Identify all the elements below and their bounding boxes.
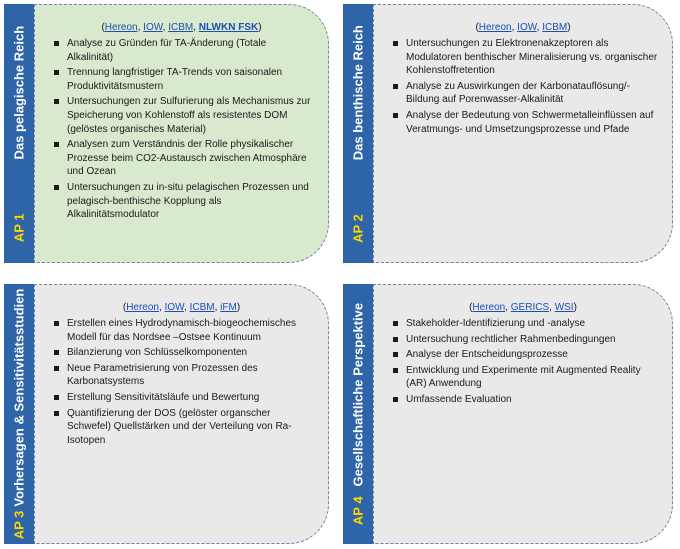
- partner-link[interactable]: Hereon: [104, 22, 138, 33]
- list-item: Untersuchungen zu Elektronenakzeptoren als Modulatoren benthischer Mineralisierung vs. organischer Kohlenstoffretention: [392, 37, 658, 78]
- list-item: Analyse zu Gründen für TA-Änderung (Totale Alkalinität): [53, 37, 314, 64]
- ap2-tab: [343, 4, 373, 263]
- list-item: Analyse der Entscheidungsprozesse: [392, 348, 658, 362]
- partner-link[interactable]: WSI: [554, 302, 574, 313]
- ap2-list: [374, 37, 672, 136]
- ap4-list: [374, 317, 672, 407]
- ap1-number: AP 1: [11, 213, 27, 242]
- list-item: Untersuchungen zur Sulfurierung als Mechanismus zur Speicherung von Kohlenstoff als resistentes DOM (gelöstes organisches Material): [53, 95, 314, 136]
- panel-ap4: [343, 284, 673, 544]
- partner-link[interactable]: ICBM: [189, 302, 215, 313]
- ap4-partners: (Hereon, GERICS, WSI): [469, 302, 577, 313]
- list-item: Erstellung Sensitivitätsläufe und Bewertung: [53, 391, 314, 405]
- ap3-title: Vorhersagen & Sensitivitätsstudien: [11, 288, 27, 507]
- partner-link[interactable]: iFM: [220, 302, 237, 313]
- list-item: Untersuchungen zu in-situ pelagischen Prozessen und pelagisch-benthische Kopplung als Alkalinitätsmodulator: [53, 181, 314, 222]
- partner-link[interactable]: IOW: [517, 22, 537, 33]
- list-item: Stakeholder-Identifizierung und -analyse: [392, 317, 658, 331]
- ap4-number: AP 4: [350, 496, 366, 526]
- ap3-box: [34, 284, 329, 544]
- ap4-tab: [343, 284, 373, 544]
- ap3-tab: [4, 284, 34, 544]
- list-item: Neue Parametrisierung von Prozessen des Karbonatsystems: [53, 362, 314, 389]
- partner-link[interactable]: GERICS: [510, 302, 550, 313]
- ap3-list: [35, 317, 328, 447]
- partner-link[interactable]: IOW: [164, 302, 185, 313]
- ap2-partners: (Hereon, IOW, ICBM): [475, 22, 571, 33]
- list-item: Trennung langfristiger TA-Trends von saisonalen Produktivitätsmustern: [53, 66, 314, 93]
- list-item: Entwicklung und Experimente mit Augmented Reality (AR) Anwendung: [392, 364, 658, 391]
- ap3-number: AP 3: [11, 510, 27, 540]
- list-item: Bilanzierung von Schlüsselkomponenten: [53, 346, 314, 360]
- partner-link[interactable]: ICBM: [168, 22, 194, 33]
- list-item: Analysen zum Verständnis der Rolle physikalischer Prozesse beim CO2-Austausch zwischen Atmosphäre und Ozean: [53, 138, 314, 179]
- list-item: Umfassende Evaluation: [392, 393, 658, 407]
- partner-link[interactable]: IOW: [143, 22, 163, 33]
- ap4-title: Gesellschaftliche Perspektive: [350, 302, 366, 487]
- partner-link[interactable]: Hereon: [478, 22, 512, 33]
- ap1-partners: (Hereon, IOW, ICBM, NLWKN FSK): [101, 22, 262, 33]
- ap1-tab: [4, 4, 34, 263]
- partner-link[interactable]: Hereon: [126, 302, 159, 313]
- ap3-partners: (Hereon, IOW, ICBM, iFM): [122, 302, 241, 313]
- panel-ap1: [4, 4, 329, 263]
- ap1-title: Das pelagische Reich: [11, 25, 27, 159]
- ap2-box: [373, 4, 673, 263]
- partner-link[interactable]: ICBM: [542, 22, 568, 33]
- list-item: Analyse der Bedeutung von Schwermetalleinflüssen auf Veratmungs- und Umsetzungsprozesse und Pfade: [392, 109, 658, 136]
- panel-ap2: [343, 4, 673, 263]
- list-item: Erstellen eines Hydrodynamisch-biogeochemisches Modell für das Nordsee –Ostsee Kontinuum: [53, 317, 314, 344]
- partner-link[interactable]: Hereon: [472, 302, 506, 313]
- partner-link[interactable]: NLWKN FSK: [198, 22, 259, 33]
- list-item: Quantifizierung der DOS (gelöster organscher Schwefel) Quellstärken und der Verteilung von Ra-Isotopen: [53, 407, 314, 448]
- ap4-box: [373, 284, 673, 544]
- list-item: Analyse zu Auswirkungen der Karbonatauflösung/-Bildung auf Porenwasser-Alkalinität: [392, 80, 658, 107]
- list-item: Untersuchung rechtlicher Rahmenbedingungen: [392, 333, 658, 347]
- panel-ap3: [4, 284, 329, 544]
- ap1-box: [34, 4, 329, 263]
- ap2-number: AP 2: [350, 213, 366, 243]
- ap1-list: [35, 37, 328, 222]
- ap2-title: Das benthische Reich: [350, 24, 366, 160]
